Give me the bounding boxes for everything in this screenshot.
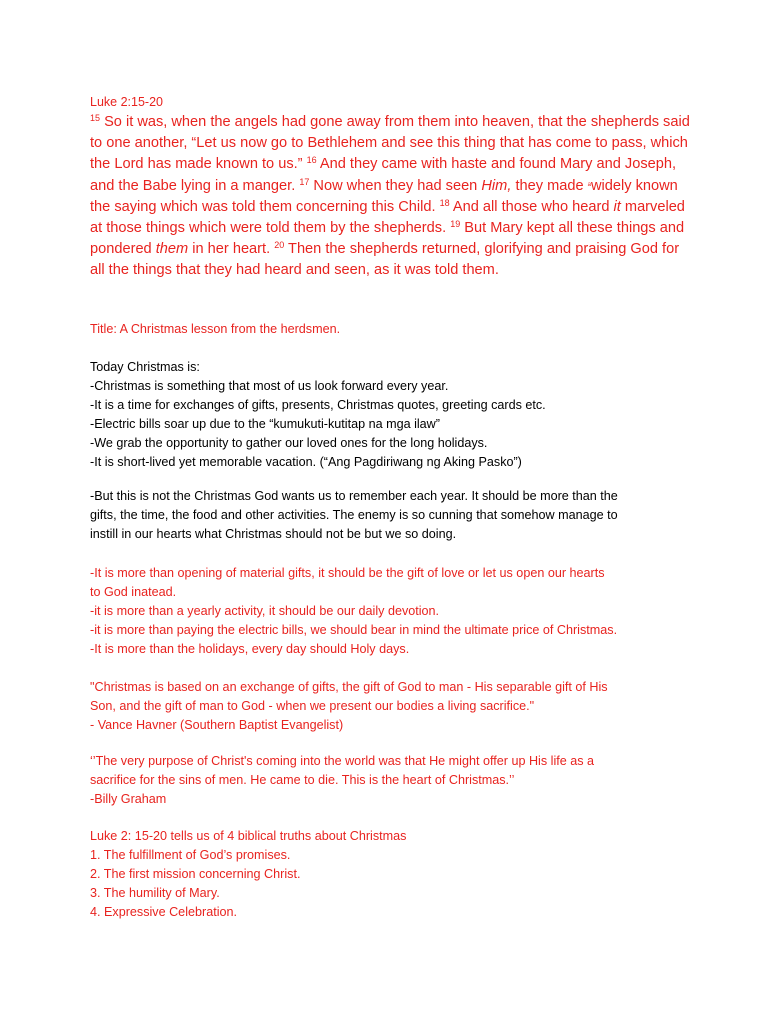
biblical-truths-section [90, 827, 700, 922]
verse-17-italic-him: Him, [481, 178, 512, 194]
verse-18-text-b: marveled at those things which were told them by the shepherds. [90, 199, 685, 236]
sermon-title [90, 320, 700, 339]
paragraph-line: gifts, the time, the food and other activities. The enemy is so cunning that somehow manage to [90, 508, 618, 522]
verse-19-text-b: in her heart. [192, 241, 271, 257]
verse-15-text: So it was, when the angels had gone away from them into heaven, that the shepherds said to one another, “Let us now go to Bethlehem and see this thing that has come to pass, which the Lord has made known to us.” [90, 114, 690, 172]
today-item: -We grab the opportunity to gather our loved ones for the long holidays. [90, 436, 488, 450]
more-than-line: -It is more than the holidays, every day should Holy days. [90, 642, 410, 656]
more-than-line: -it is more than paying the electric bills, we should bear in mind the ultimate price of Christmas. [90, 623, 618, 637]
quote-attribution: -Billy Graham [90, 792, 167, 806]
verse-number-20: 20 [274, 240, 285, 250]
verse-18-italic-it: it [613, 199, 621, 215]
verse-19-text-a: But Mary kept all these things and pondered [90, 220, 685, 257]
verse-16-text: And they came with haste and found Mary and Joseph, and the Babe lying in a manger. [90, 156, 677, 194]
verse-17-text-c: widely known the saying which was told them concerning this Child. [90, 178, 678, 215]
verse-18-text-a: And all those who heard [452, 199, 610, 215]
today-item: -Christmas is something that most of us look forward every year. [90, 379, 449, 393]
verse-number-18: 18 [439, 198, 450, 208]
not-this-paragraph [90, 487, 700, 544]
today-item: -It is a time for exchanges of gifts, presents, Christmas quotes, greeting cards etc. [90, 398, 546, 412]
verse-number-15: 15 [90, 113, 101, 123]
truths-heading: Luke 2: 15-20 tells us of 4 biblical truths about Christmas [90, 829, 407, 843]
quote-attribution: - Vance Havner (Southern Baptist Evangelist) [90, 718, 344, 732]
verse-20-text: Then the shepherds returned, glorifying and praising God for all the things that they had heard and seen, as it was told them. [90, 241, 680, 278]
scripture-reference: Luke 2:15-20 [90, 95, 163, 109]
verse-number-16: 16 [306, 155, 317, 165]
more-than-line: to God inatead. [90, 585, 177, 599]
truth-item: 1. The fulfillment of God’s promises. [90, 848, 291, 862]
quote-line: ‘’The very purpose of Christ's coming into the world was that He might offer up His life as a [90, 754, 595, 768]
more-than-line: -it is more than a yearly activity, it should be our daily devotion. [90, 604, 440, 618]
footnote-marker: a [587, 182, 591, 188]
truth-item: 2. The first mission concerning Christ. [90, 867, 301, 881]
verse-19-italic-them: them [155, 241, 189, 257]
truth-item: 4. Expressive Celebration. [90, 905, 237, 919]
quote-line: sacrifice for the sins of men. He came to die. This is the heart of Christmas.’’ [90, 773, 515, 787]
paragraph-line: instill in our hearts what Christmas should not be but we so doing. [90, 527, 457, 541]
truth-item: 3. The humility of Mary. [90, 886, 220, 900]
quote-billy-graham [90, 752, 700, 809]
quote-vance-havner [90, 678, 700, 735]
today-christmas-section [90, 358, 700, 472]
today-item: -It is short-lived yet memorable vacation. (“Ang Pagdiriwang ng Aking Pasko”) [90, 455, 522, 469]
paragraph-line: -But this is not the Christmas God wants us to remember each year. It should be more than the [90, 489, 618, 503]
verse-number-17: 17 [299, 177, 310, 187]
verse-number-19: 19 [450, 219, 461, 229]
quote-line: "Christmas is based on an exchange of gifts, the gift of God to man - His separable gift of His [90, 680, 608, 694]
more-than-line: -It is more than opening of material gifts, it should be the gift of love or let us open our hearts [90, 566, 605, 580]
quote-line: Son, and the gift of man to God - when we present our bodies a living sacrifice." [90, 699, 535, 713]
scripture-passage [90, 112, 690, 281]
today-item: -Electric bills soar up due to the “kumukuti-kutitap na mga ilaw” [90, 417, 440, 431]
verse-17-text-b: they made [515, 178, 584, 194]
today-heading: Today Christmas is: [90, 360, 200, 374]
sermon-title-text: Title: A Christmas lesson from the herdsmen. [90, 322, 341, 336]
more-than-section [90, 564, 700, 659]
verse-17-text-a: Now when they had seen [313, 178, 478, 194]
